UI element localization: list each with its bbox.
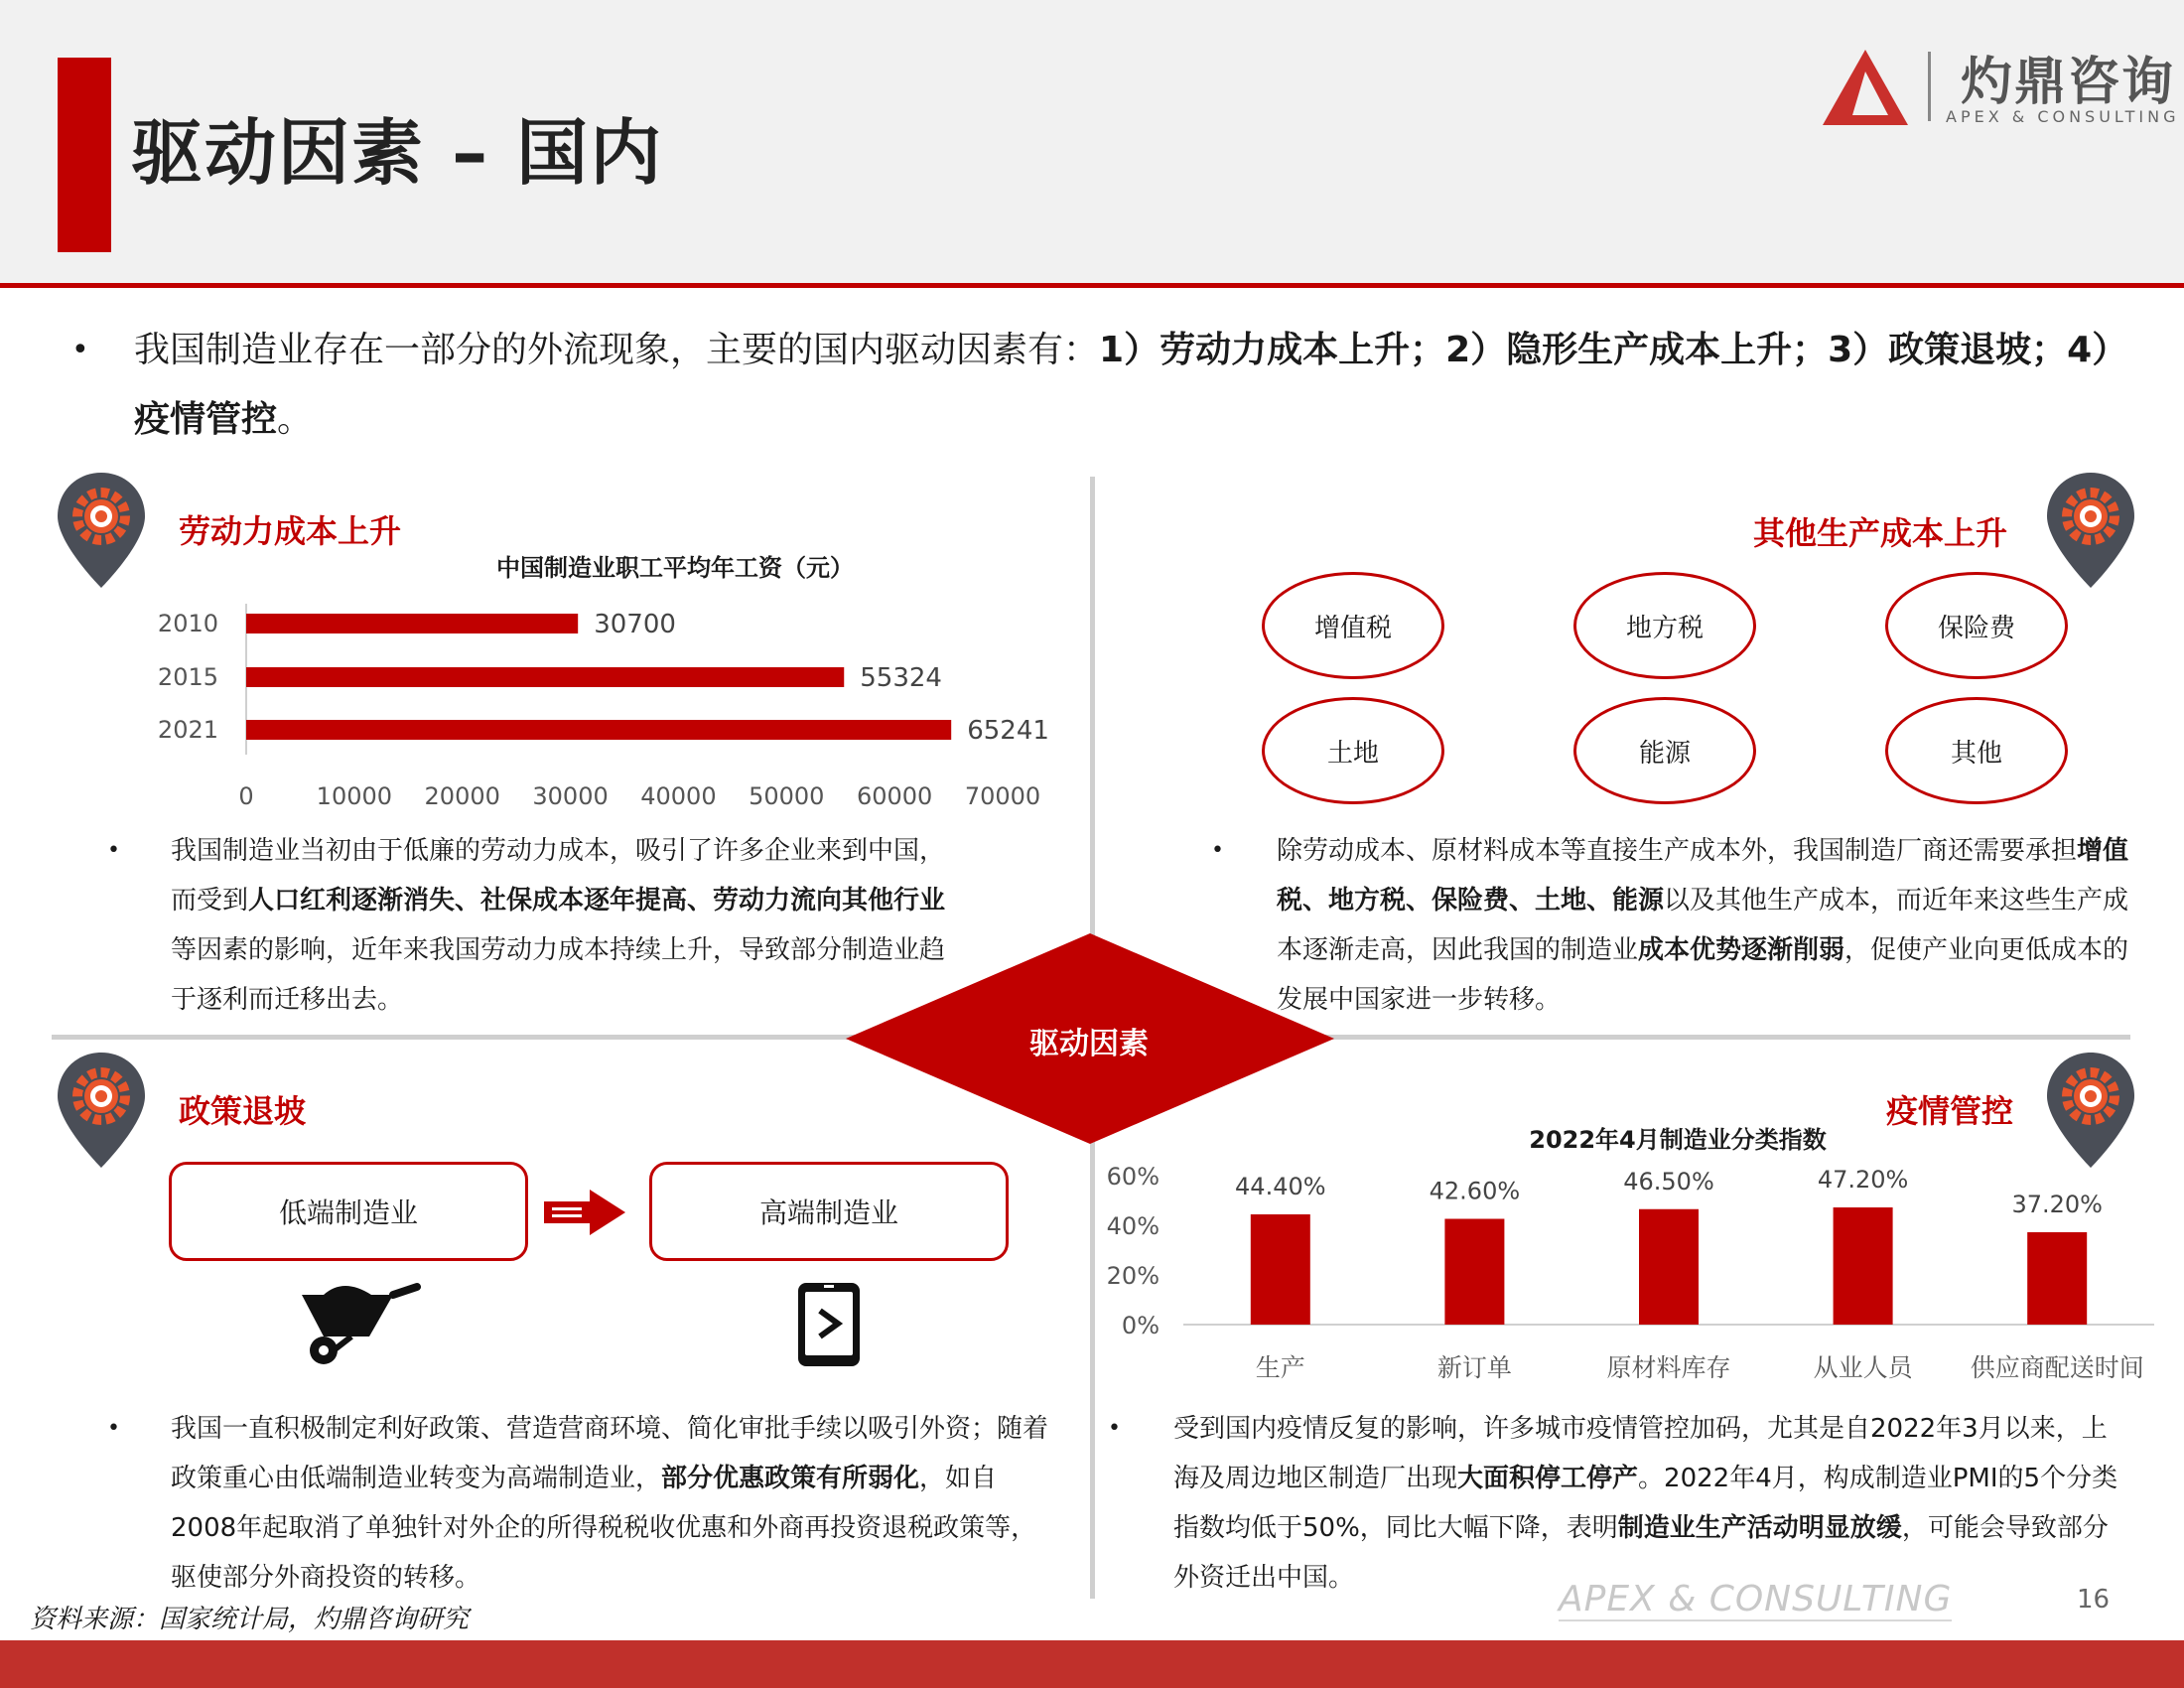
oval-insurance: 保险费 — [1885, 572, 2068, 679]
wage-category-label: 2010 — [157, 610, 218, 637]
labor-bold-1: 人口红利逐渐消失、社保成本逐年提高、劳动力流向其他行业 — [248, 886, 946, 915]
wage-tick-label: 70000 — [964, 782, 1041, 810]
wage-bar — [246, 667, 844, 687]
epidemic-text-2: 。2022年4月，构成制造业PMI的5个分类指数均低于50%，同比大幅下降，表明 — [1173, 1464, 2118, 1543]
gear-pin-icon — [54, 471, 149, 590]
logo-triangle-icon — [1823, 50, 1908, 125]
wage-tick-label: 10000 — [316, 782, 393, 810]
other-cost-text-2: 以及其他生产成本，而近年来这些生产成本逐渐走高，因此我国的制造业 — [1277, 886, 2129, 965]
pmi-category-label: 供应商配送时间 — [1970, 1353, 2144, 1382]
labor-text-2: 等因素的影响，近年来我国劳动力成本持续上升，导致部分制造业趋于逐利而迁移出去。 — [171, 935, 946, 1015]
logo-divider — [1928, 52, 1931, 121]
pmi-bar — [2027, 1232, 2087, 1325]
wage-category-label: 2021 — [157, 716, 218, 744]
labor-bullet: • — [107, 838, 120, 863]
wage-bar — [246, 614, 578, 633]
epidemic-paragraph — [1173, 1404, 2126, 1603]
other-cost-bold-1: 增值税、地方税、保险费、土地、能源 — [1277, 836, 2129, 915]
high-end-manufacturing-box: 高端制造业 — [649, 1162, 1009, 1261]
policy-section-title: 政策退坡 — [179, 1092, 307, 1130]
intro-text — [134, 316, 2119, 455]
pmi-value-label: 44.40% — [1235, 1173, 1326, 1200]
pmi-tick-label: 20% — [1106, 1262, 1160, 1290]
labor-section-title: 劳动力成本上升 — [179, 512, 402, 550]
source-note: 资料来源：国家统计局，灼鼎咨询研究 — [30, 1605, 470, 1634]
wage-tick-label: 0 — [238, 782, 254, 810]
pmi-tick-label: 40% — [1106, 1212, 1160, 1240]
policy-bold-1: 部分优惠政策有所弱化 — [661, 1464, 920, 1493]
pmi-bar — [1251, 1214, 1310, 1325]
epidemic-bold-2: 制造业生产活动明显放缓 — [1617, 1513, 1902, 1543]
epidemic-section-title: 疫情管控 — [1886, 1092, 2014, 1130]
oval-local-tax: 地方税 — [1573, 572, 1756, 679]
pmi-category-label: 原材料库存 — [1606, 1353, 1731, 1382]
pmi-bar — [1834, 1207, 1893, 1325]
wage-value-label: 55324 — [860, 663, 942, 693]
policy-bullet: • — [107, 1416, 120, 1441]
other-cost-bold-2: 成本优势逐渐削弱 — [1638, 935, 1845, 965]
wage-value-label: 30700 — [594, 610, 676, 639]
page-number: 16 — [2077, 1585, 2111, 1615]
tablet-icon — [794, 1281, 864, 1368]
wage-value-label: 65241 — [967, 716, 1049, 746]
pmi-chart-title: 2022年4月制造业分类指数 — [1529, 1126, 1827, 1154]
wage-category-label: 2015 — [157, 663, 218, 691]
low-end-manufacturing-box: 低端制造业 — [169, 1162, 528, 1261]
wage-tick-label: 60000 — [856, 782, 933, 810]
pmi-bar — [1444, 1219, 1504, 1326]
center-label: 驱动因素 — [1029, 1027, 1149, 1061]
wage-tick-label: 20000 — [424, 782, 500, 810]
oval-vat: 增值税 — [1262, 572, 1444, 679]
oval-other: 其他 — [1885, 697, 2068, 804]
pmi-value-label: 46.50% — [1623, 1167, 1714, 1196]
other-cost-text-3: ，促使产业向更低成本的发展中国家进一步转移。 — [1277, 935, 2129, 1015]
epidemic-bold-1: 大面积停工停产 — [1457, 1464, 1639, 1493]
intro-end: 。 — [277, 399, 314, 440]
pmi-bar-chart — [1092, 1152, 2184, 1390]
other-cost-paragraph — [1277, 826, 2130, 1025]
policy-text-1: 我国一直积极制定利好政策、营造营商环境、简化审批手续以吸引外资；随着政策重心由低端制造业转变为高端制造业， — [171, 1414, 1049, 1493]
wage-bar — [246, 720, 951, 740]
epidemic-text-1: 受到国内疫情反复的影响，许多城市疫情管控加码，尤其是自2022年3月以来，上海及周边地区制造厂出现 — [1173, 1414, 2108, 1493]
wage-bar-chart — [139, 596, 1072, 824]
labor-text-1: 我国制造业当初由于低廉的劳动力成本，吸引了许多企业来到中国，而受到 — [171, 836, 946, 915]
wage-tick-label: 40000 — [640, 782, 717, 810]
wheelbarrow-icon — [294, 1281, 421, 1368]
logo-subtitle: APEX & CONSULTING — [1946, 107, 2180, 126]
oval-land: 土地 — [1262, 697, 1444, 804]
epidemic-text-3: ，可能会导致部分外资迁出中国。 — [1173, 1513, 2109, 1593]
epidemic-bullet: • — [1108, 1416, 1121, 1441]
pmi-tick-label: 0% — [1121, 1312, 1160, 1339]
pmi-tick-label: 60% — [1106, 1163, 1160, 1191]
other-cost-section-title: 其他生产成本上升 — [1753, 514, 2008, 552]
labor-paragraph — [171, 826, 965, 1025]
oval-energy: 能源 — [1573, 697, 1756, 804]
pmi-value-label: 47.20% — [1817, 1166, 1909, 1194]
pmi-value-label: 42.60% — [1429, 1177, 1521, 1205]
title-accent-bar — [58, 58, 111, 252]
policy-text-2: ，如自2008年起取消了单独针对外企的所得税税收优惠和外商再投资退税政策等，驱使部分外商投资的转移。 — [171, 1464, 1037, 1593]
wage-chart-title: 中国制造业职工平均年工资（元） — [496, 554, 854, 582]
pmi-bar — [1639, 1209, 1699, 1325]
intro-bullet: • — [71, 333, 89, 367]
wage-tick-label: 50000 — [749, 782, 825, 810]
policy-paragraph — [171, 1404, 1054, 1603]
footer-band — [0, 1640, 2184, 1688]
header-rule — [0, 283, 2184, 288]
pmi-category-label: 新订单 — [1436, 1353, 1512, 1382]
gear-pin-icon — [2043, 471, 2138, 590]
pmi-category-label: 生产 — [1255, 1353, 1305, 1382]
other-cost-bullet: • — [1211, 838, 1224, 863]
watermark: APEX & CONSULTING — [1559, 1579, 1953, 1619]
wage-tick-label: 30000 — [532, 782, 609, 810]
arrow-right-icon — [544, 1188, 627, 1237]
logo-name: 灼鼎咨询 — [1961, 53, 2176, 112]
intro-plain: 我国制造业存在一部分的外流现象，主要的国内驱动因素有： — [134, 330, 1100, 370]
intro-bold: 1）劳动力成本上升；2）隐形生产成本上升；3）政策退坡；4）疫情管控 — [134, 330, 2111, 440]
other-cost-text-1: 除劳动成本、原材料成本等直接生产成本外，我国制造厂商还需要承担 — [1277, 836, 2078, 866]
page-title: 驱动因素 – 国内 — [131, 111, 664, 195]
pmi-value-label: 37.20% — [2011, 1191, 2103, 1218]
pmi-category-label: 从业人员 — [1813, 1353, 1913, 1382]
gear-pin-icon — [54, 1051, 149, 1170]
